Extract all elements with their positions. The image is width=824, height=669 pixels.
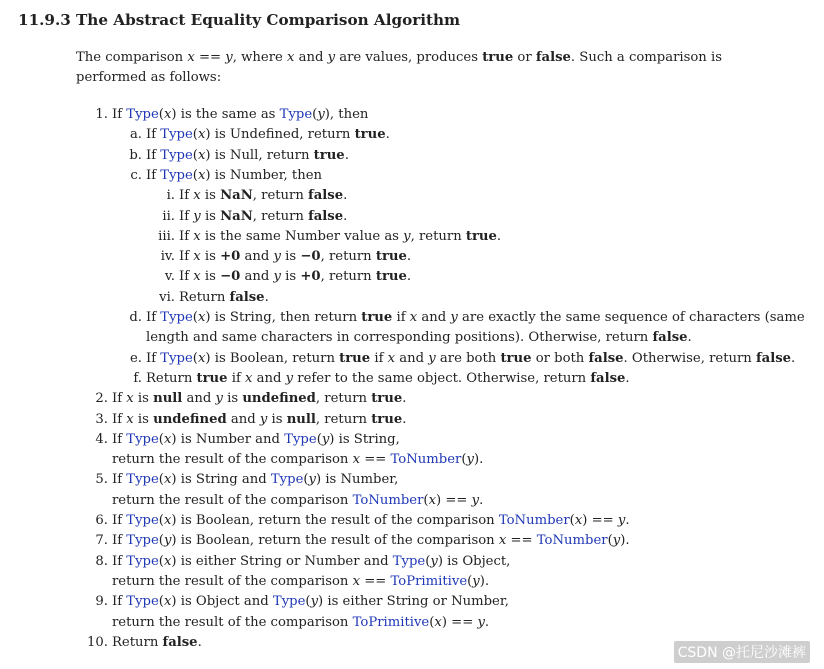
text-run: . Otherwise, return bbox=[623, 350, 756, 366]
step-marker: 9. bbox=[95, 594, 108, 610]
text-run: If bbox=[112, 411, 127, 427]
text-run: If bbox=[179, 208, 194, 224]
text-run: Return bbox=[112, 634, 163, 650]
step-line bbox=[86, 410, 406, 430]
text-run: If bbox=[179, 188, 194, 204]
text-run: ( bbox=[607, 533, 613, 549]
text-run: ) is Undefined, return bbox=[205, 127, 355, 143]
text-run: . bbox=[402, 391, 407, 407]
keyword: false bbox=[590, 370, 626, 386]
variable: x bbox=[574, 513, 583, 528]
variable: x bbox=[434, 614, 442, 630]
variable: y bbox=[273, 269, 281, 285]
text-run: ) is String, then return bbox=[205, 310, 362, 325]
step-marker: a. bbox=[129, 127, 142, 143]
keyword: true bbox=[482, 50, 514, 65]
text-run: If bbox=[146, 310, 161, 325]
variable: x bbox=[193, 228, 201, 244]
text-run: ( bbox=[192, 147, 198, 163]
step-line bbox=[86, 592, 509, 612]
text-run: ( bbox=[312, 107, 318, 122]
spec-link[interactable]: Type bbox=[160, 167, 193, 183]
text-run: The comparison bbox=[76, 50, 188, 65]
text-run: If bbox=[112, 391, 127, 407]
step-marker: ii. bbox=[162, 208, 175, 224]
text-run: . bbox=[264, 289, 269, 305]
text-run: ) is Number and bbox=[171, 431, 285, 447]
text-run: ). bbox=[473, 452, 484, 468]
variable: x bbox=[126, 411, 134, 427]
text-run: If bbox=[146, 167, 161, 183]
text-run: ( bbox=[158, 533, 164, 549]
text-run: ) is Null, return bbox=[205, 147, 314, 163]
step-line bbox=[124, 308, 805, 328]
text-run: ( bbox=[192, 350, 198, 366]
text-run: ( bbox=[192, 127, 198, 143]
keyword: +0 bbox=[220, 249, 241, 265]
text-run: if bbox=[392, 310, 410, 325]
spec-link[interactable]: Type bbox=[392, 553, 426, 569]
section-number: 11.9.3 bbox=[18, 11, 71, 29]
variable: x bbox=[197, 147, 206, 163]
text-run: ( bbox=[569, 513, 575, 528]
text-run: If bbox=[112, 553, 127, 569]
text-run: . bbox=[625, 370, 630, 386]
text-run: and bbox=[395, 350, 429, 366]
text-run: or both bbox=[531, 350, 589, 366]
step-marker: i. bbox=[166, 188, 175, 204]
keyword: false bbox=[308, 208, 344, 224]
text-run: return the result of the comparison bbox=[112, 573, 353, 589]
text-run: are exactly the same sequence of characters (same bbox=[457, 310, 805, 325]
variable: y bbox=[617, 513, 626, 528]
text-run: is bbox=[133, 411, 154, 427]
step-line bbox=[148, 267, 411, 287]
text-run: is bbox=[200, 188, 221, 204]
step-marker: 4. bbox=[95, 431, 108, 447]
keyword: false bbox=[535, 50, 571, 65]
text-run: ( bbox=[158, 513, 164, 528]
text-run: ( bbox=[158, 553, 164, 569]
text-run: is the same Number value as bbox=[200, 228, 404, 244]
text-run: is bbox=[222, 391, 243, 407]
keyword: true bbox=[371, 391, 403, 407]
text-run: is bbox=[267, 411, 287, 427]
variable: x bbox=[197, 127, 206, 143]
variable: x bbox=[387, 350, 396, 366]
variable: x bbox=[287, 50, 295, 65]
spec-link[interactable]: Type bbox=[126, 107, 159, 122]
text-run: , return bbox=[410, 228, 466, 244]
text-run: If bbox=[112, 513, 127, 528]
step-line bbox=[124, 146, 349, 166]
variable: x bbox=[163, 513, 172, 528]
text-run: , return bbox=[315, 411, 372, 427]
spec-link[interactable]: Type bbox=[160, 127, 193, 143]
step-marker: d. bbox=[129, 310, 142, 325]
text-run: If bbox=[146, 350, 161, 366]
step-line bbox=[124, 349, 795, 369]
text-run: ( bbox=[305, 594, 311, 610]
variable: y bbox=[612, 533, 621, 549]
spec-link[interactable]: ToPrimitive bbox=[352, 614, 430, 630]
step-line bbox=[148, 247, 411, 267]
keyword: +0 bbox=[300, 269, 321, 285]
step-marker: f. bbox=[133, 370, 142, 386]
variable: y bbox=[321, 431, 330, 447]
text-run: . bbox=[343, 208, 348, 224]
keyword: true bbox=[375, 269, 407, 285]
text-run: ) is the same as bbox=[171, 107, 280, 122]
step-line bbox=[124, 369, 630, 389]
variable: y bbox=[327, 50, 336, 65]
text-run: ). bbox=[620, 533, 630, 549]
text-run: ) is String, bbox=[329, 431, 400, 447]
keyword: true bbox=[339, 350, 371, 366]
step-marker: 6. bbox=[95, 513, 108, 528]
step-marker: b. bbox=[129, 147, 142, 163]
text-run: If bbox=[112, 431, 127, 447]
variable: x bbox=[163, 431, 172, 447]
text-run: ( bbox=[158, 431, 164, 447]
intro-paragraph bbox=[76, 48, 792, 88]
text-run: Return bbox=[179, 289, 230, 305]
variable: x bbox=[498, 533, 507, 549]
text-run: ( bbox=[158, 594, 164, 610]
text-run: or bbox=[513, 50, 536, 65]
spec-link[interactable]: ToNumber bbox=[536, 533, 608, 549]
text-run: Return bbox=[146, 370, 197, 386]
text-run: . bbox=[406, 269, 412, 285]
text-run: . bbox=[496, 228, 502, 244]
spec-link[interactable]: Type bbox=[126, 513, 159, 528]
text-run: ) is Boolean, return the result of the comparison bbox=[171, 513, 499, 528]
step-line bbox=[86, 552, 510, 572]
text-run: ( bbox=[192, 167, 198, 183]
variable: y bbox=[225, 50, 233, 65]
keyword: false bbox=[229, 289, 265, 305]
spec-link[interactable]: ToNumber bbox=[390, 452, 462, 468]
text-run: and bbox=[240, 249, 274, 265]
step-marker: iv. bbox=[160, 249, 175, 265]
variable: y bbox=[317, 107, 325, 122]
variable: x bbox=[352, 452, 361, 468]
text-run: and bbox=[240, 269, 274, 285]
keyword: true bbox=[500, 350, 532, 366]
text-run: . Such a comparison is performed as follows: bbox=[76, 50, 722, 85]
variable: x bbox=[193, 269, 201, 285]
text-run: , return bbox=[320, 269, 376, 285]
variable: y bbox=[466, 452, 474, 468]
variable: y bbox=[310, 594, 319, 610]
step-line bbox=[148, 186, 347, 206]
step-line bbox=[86, 633, 202, 653]
spec-link[interactable]: Type bbox=[126, 594, 159, 610]
section-heading bbox=[18, 11, 460, 29]
variable: x bbox=[245, 370, 253, 386]
text-run: If bbox=[179, 269, 194, 285]
variable: y bbox=[403, 228, 411, 244]
variable: y bbox=[428, 350, 436, 366]
text-run: ( bbox=[303, 472, 309, 488]
keyword: false bbox=[308, 188, 344, 204]
variable: y bbox=[163, 533, 172, 549]
step-marker: 5. bbox=[95, 472, 108, 488]
step-marker: 2. bbox=[95, 391, 108, 407]
text-run: and bbox=[226, 411, 260, 427]
variable: x bbox=[197, 167, 206, 183]
spec-link[interactable]: Type bbox=[279, 107, 313, 122]
variable: x bbox=[163, 472, 172, 488]
step-marker: e. bbox=[130, 350, 142, 366]
text-run: , return bbox=[315, 391, 372, 407]
spec-link[interactable]: Type bbox=[284, 431, 317, 447]
variable: y bbox=[193, 208, 201, 224]
text-run: . bbox=[406, 249, 412, 265]
text-run: , return bbox=[252, 188, 309, 204]
text-run: . bbox=[385, 127, 390, 143]
spec-link[interactable]: Type bbox=[270, 472, 304, 488]
variable: y bbox=[477, 614, 485, 630]
spec-link[interactable]: Type bbox=[272, 594, 306, 610]
watermark: CSDN @托尼沙滩裤 bbox=[674, 641, 810, 663]
keyword: false bbox=[652, 330, 688, 346]
text-run: length and same characters in corresponding positions). Otherwise, return bbox=[146, 330, 653, 346]
variable: x bbox=[197, 310, 206, 325]
text-run: If bbox=[146, 147, 161, 163]
step-marker: c. bbox=[130, 167, 142, 183]
text-run: If bbox=[179, 249, 194, 265]
step-line bbox=[148, 227, 501, 247]
text-run: if bbox=[370, 350, 388, 366]
spec-link[interactable]: Type bbox=[160, 310, 193, 325]
variable: x bbox=[197, 350, 206, 366]
keyword: true bbox=[361, 310, 393, 325]
keyword: true bbox=[465, 228, 497, 244]
variable: x bbox=[193, 249, 201, 265]
step-line bbox=[86, 531, 630, 551]
step-continuation bbox=[86, 613, 489, 633]
text-run: . bbox=[402, 411, 407, 427]
section-title: The Abstract Equality Comparison Algorithm bbox=[76, 11, 461, 29]
step-marker: 10. bbox=[87, 634, 108, 650]
step-line bbox=[124, 166, 322, 186]
step-marker: vi. bbox=[159, 289, 175, 305]
spec-link[interactable]: Type bbox=[126, 533, 159, 549]
spec-link[interactable]: ToPrimitive bbox=[390, 573, 468, 589]
text-run: ( bbox=[425, 553, 431, 569]
text-run: ) == bbox=[436, 492, 472, 508]
variable: x bbox=[126, 391, 134, 407]
text-run: If bbox=[112, 472, 127, 488]
spec-link[interactable]: Type bbox=[126, 472, 159, 488]
variable: y bbox=[450, 310, 458, 325]
variable: y bbox=[471, 492, 480, 508]
step-line bbox=[86, 105, 368, 125]
text-run: == bbox=[360, 452, 391, 468]
spec-link[interactable]: ToNumber bbox=[498, 513, 570, 528]
text-run: , return bbox=[252, 208, 309, 224]
text-run: ) is Boolean, return bbox=[205, 350, 340, 366]
step-line bbox=[86, 430, 400, 450]
text-run: if bbox=[227, 370, 246, 386]
text-run: ) == bbox=[441, 614, 478, 630]
text-run: refer to the same object. Otherwise, return bbox=[293, 370, 591, 386]
text-run: . bbox=[479, 492, 484, 508]
variable: x bbox=[163, 553, 172, 569]
spec-link[interactable]: Type bbox=[126, 553, 159, 569]
text-run: is bbox=[280, 249, 301, 265]
step-continuation bbox=[86, 572, 489, 592]
variable: x bbox=[352, 573, 361, 589]
text-run: . bbox=[197, 634, 202, 650]
text-run: are both bbox=[435, 350, 501, 366]
spec-link[interactable]: Type bbox=[160, 350, 193, 366]
text-run: ) is Object and bbox=[171, 594, 273, 610]
variable: x bbox=[163, 594, 172, 610]
variable: y bbox=[308, 472, 316, 488]
variable: y bbox=[472, 573, 480, 589]
text-run: and bbox=[182, 391, 216, 407]
text-run: ( bbox=[423, 492, 429, 508]
keyword: true bbox=[371, 411, 403, 427]
variable: x bbox=[428, 492, 437, 508]
text-run: If bbox=[146, 127, 161, 143]
keyword: −0 bbox=[300, 249, 321, 265]
keyword: true bbox=[196, 370, 228, 386]
keyword: true bbox=[313, 147, 345, 163]
text-run: ( bbox=[467, 573, 473, 589]
text-run: ) is Object, bbox=[437, 553, 511, 569]
step-continuation bbox=[86, 491, 483, 511]
text-run: is bbox=[200, 269, 221, 285]
keyword: NaN bbox=[220, 208, 253, 224]
text-run: ) is String and bbox=[171, 472, 271, 488]
text-run: is bbox=[133, 391, 154, 407]
text-run: and bbox=[252, 370, 286, 386]
text-run: ( bbox=[192, 310, 198, 325]
keyword: undefined bbox=[242, 391, 316, 407]
keyword: true bbox=[354, 127, 386, 143]
variable: x bbox=[163, 107, 172, 122]
spec-link[interactable]: Type bbox=[160, 147, 193, 163]
text-run: . bbox=[344, 147, 349, 163]
step-marker: iii. bbox=[158, 228, 175, 244]
keyword: false bbox=[588, 350, 624, 366]
text-run: ) == bbox=[582, 513, 618, 528]
spec-link[interactable]: ToNumber bbox=[352, 492, 424, 508]
text-run: ( bbox=[461, 452, 467, 468]
text-run: == bbox=[360, 573, 391, 589]
text-run: If bbox=[179, 228, 194, 244]
keyword: null bbox=[153, 391, 183, 407]
text-run: are values, produces bbox=[335, 50, 483, 65]
variable: x bbox=[187, 50, 195, 65]
text-run: == bbox=[194, 50, 226, 65]
keyword: undefined bbox=[153, 411, 227, 427]
variable: y bbox=[259, 411, 268, 427]
variable: y bbox=[285, 370, 294, 386]
variable: y bbox=[430, 553, 438, 569]
text-run: is bbox=[200, 208, 221, 224]
text-run: ( bbox=[316, 431, 322, 447]
text-run: return the result of the comparison bbox=[112, 492, 353, 508]
step-line bbox=[148, 288, 269, 308]
step-continuation bbox=[86, 450, 483, 470]
keyword: −0 bbox=[220, 269, 241, 285]
text-run: is bbox=[200, 249, 221, 265]
text-run: If bbox=[112, 533, 127, 549]
keyword: NaN bbox=[220, 188, 253, 204]
text-run: == bbox=[506, 533, 537, 549]
variable: x bbox=[409, 310, 418, 325]
keyword: false bbox=[162, 634, 198, 650]
variable: x bbox=[193, 188, 201, 204]
step-line bbox=[124, 125, 390, 145]
text-run: ) is Number, bbox=[316, 472, 399, 488]
step-marker: 3. bbox=[95, 411, 108, 427]
text-run: ( bbox=[158, 472, 164, 488]
step-marker: 7. bbox=[95, 533, 108, 549]
text-run: ), then bbox=[324, 107, 369, 122]
text-run: . bbox=[343, 188, 348, 204]
step-marker: v. bbox=[164, 269, 175, 285]
text-run: If bbox=[112, 107, 127, 122]
text-run: . bbox=[625, 513, 630, 528]
text-run: If bbox=[112, 594, 127, 610]
text-run: ) is Boolean, return the result of the comparison bbox=[171, 533, 499, 549]
variable: y bbox=[215, 391, 223, 407]
text-run: , where bbox=[232, 50, 287, 65]
step-marker: 1. bbox=[95, 107, 108, 122]
variable: y bbox=[273, 249, 281, 265]
text-run: . bbox=[791, 350, 796, 366]
text-run: return the result of the comparison bbox=[112, 452, 353, 468]
text-run: ) is either String or Number and bbox=[171, 553, 393, 569]
text-run: ) is either String or Number, bbox=[318, 594, 509, 610]
keyword: true bbox=[375, 249, 407, 265]
text-run: is bbox=[280, 269, 301, 285]
text-run: and bbox=[417, 310, 451, 325]
step-line bbox=[86, 389, 406, 409]
keyword: false bbox=[756, 350, 792, 366]
text-run: , return bbox=[320, 249, 376, 265]
step-line bbox=[86, 511, 630, 531]
text-run: ( bbox=[158, 107, 164, 122]
keyword: null bbox=[286, 411, 316, 427]
text-run: . bbox=[687, 330, 692, 346]
step-marker: 8. bbox=[95, 553, 108, 569]
text-run: . bbox=[484, 614, 490, 630]
text-run: ). bbox=[479, 573, 490, 589]
spec-link[interactable]: Type bbox=[126, 431, 159, 447]
text-run: ( bbox=[429, 614, 435, 630]
step-line bbox=[86, 470, 398, 490]
text-run: and bbox=[294, 50, 328, 65]
text-run: return the result of the comparison bbox=[112, 614, 353, 630]
step-continuation bbox=[124, 328, 692, 348]
step-line bbox=[148, 207, 347, 227]
text-run: ) is Number, then bbox=[205, 167, 323, 183]
